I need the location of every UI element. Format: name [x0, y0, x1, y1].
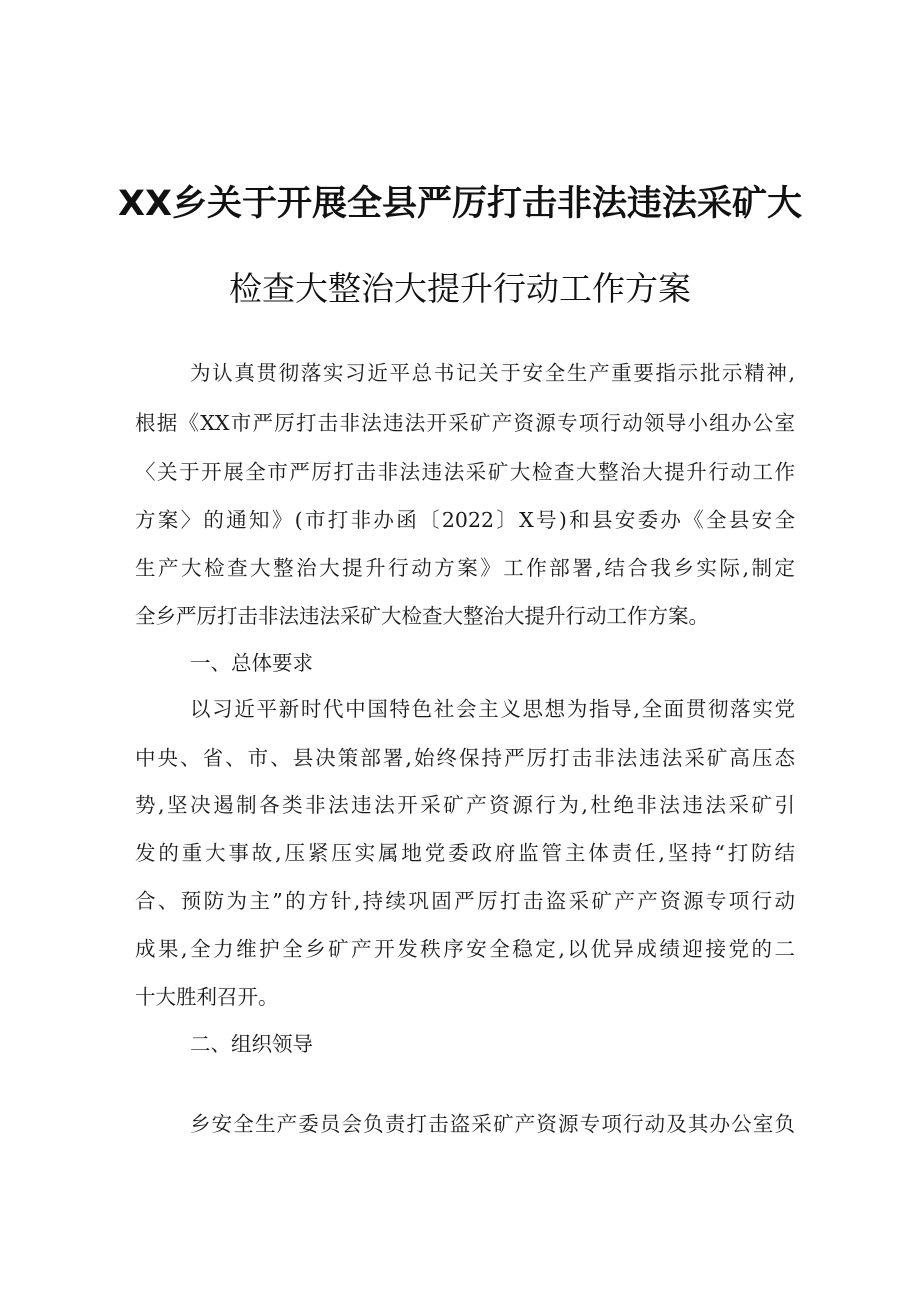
section1-line: 势,坚决遏制各类非法违法开采矿产资源行为,杜绝非法违法采矿引: [135, 793, 795, 817]
section1-line: 合、预防为主”的方针,持续巩固严厉打击盗采矿产产资源专项行动: [135, 889, 795, 913]
section-heading-organization: 二、组织领导: [190, 1032, 313, 1056]
intro-line: 根据《XX市严厉打击非法违法开采矿产资源专项行动领导小组办公室: [135, 411, 795, 435]
document-title-line-2: 检查大整治大提升行动工作方案: [229, 269, 691, 308]
section1-line: 十大胜利召开。: [135, 985, 279, 1009]
section-heading-general-requirements: 一、总体要求: [190, 651, 313, 675]
section1-line: 发的重大事故,压紧压实属地党委政府监管主体责任,坚持“打防结: [135, 841, 795, 865]
section1-line: 中央、省、市、县决策部署,始终保持严厉打击非法违法采矿高压态: [135, 746, 795, 770]
section1-line: 成果,全力维护全乡矿产开发秩序安全稳定,以优异成绩迎接党的二: [135, 937, 795, 961]
intro-line: 生产大检查大整治大提升行动方案》工作部署,结合我乡实际,制定: [135, 556, 795, 580]
document-title-line-1: XX乡关于开展全县严厉打击非法违法采矿大: [118, 184, 802, 224]
intro-line: 为认真贯彻落实习近平总书记关于安全生产重要指示批示精神,: [190, 361, 795, 385]
intro-line: 全乡严厉打击非法违法采矿大检查大整治大提升行动工作方案。: [135, 604, 709, 628]
intro-line: 方案〉的通知》(市打非办函〔2022〕X号)和县安委办《全县安全: [135, 508, 795, 532]
section1-line: 以习近平新时代中国特色社会主义思想为指导,全面贯彻落实党: [190, 697, 795, 721]
section2-line: 乡安全生产委员会负责打击盗采矿产资源专项行动及其办公室负: [190, 1112, 795, 1136]
intro-line: 〈关于开展全市严厉打击非法违法采矿大检查大整治大提升行动工作: [135, 460, 795, 484]
